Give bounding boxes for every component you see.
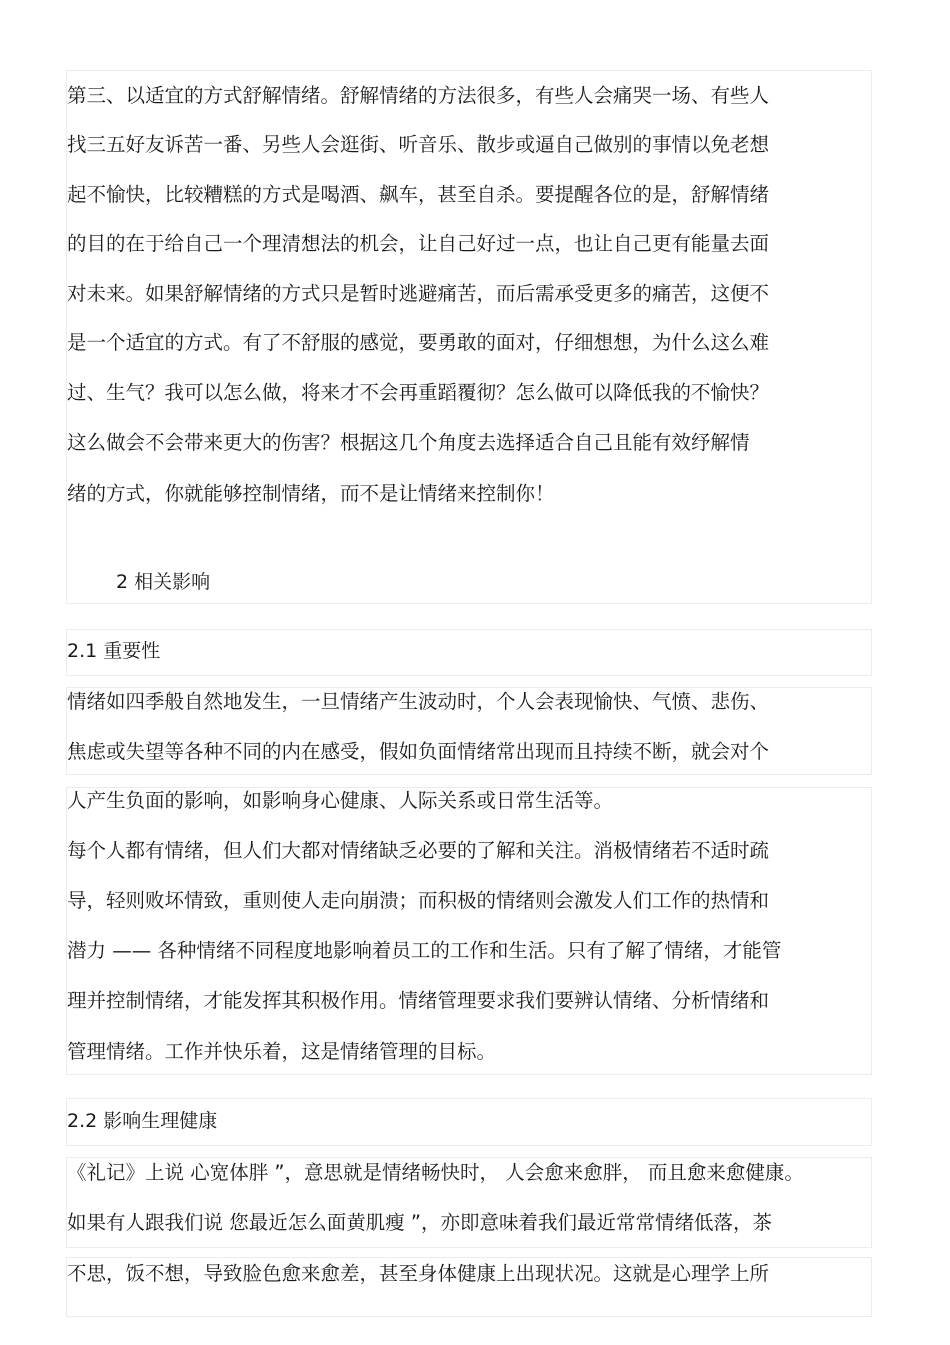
section-heading-2: 2 相关影响 <box>116 571 211 593</box>
text-line: 这么做会不会带来更大的伤害？根据这几个角度去选择适合自己且能有效纾解情 <box>67 431 750 454</box>
text-line: 过、生气？我可以怎么做，将来才不会再重蹈覆彻？怎么做可以降低我的不愉快？ <box>67 381 770 404</box>
text-line: 起不愉快，比较糟糕的方式是喝酒、飙车，甚至自杀。要提醒各位的是，舒解情绪 <box>67 183 770 206</box>
text-line: 人产生负面的影响，如影响身心健康、人际关系或日常生活等。 <box>67 789 614 812</box>
text-line: 绪的方式，你就能够控制情绪，而不是让情绪来控制你！ <box>67 482 555 505</box>
text-line: 是一个适宜的方式。有了不舒服的感觉，要勇敢的面对，仔细想想，为什么这么难 <box>67 331 770 354</box>
section-heading-2-2: 2.2 影响生理健康 <box>67 1110 218 1132</box>
section-heading-2-1: 2.1 重要性 <box>67 640 161 662</box>
text-line: 每个人都有情绪，但人们大都对情绪缺乏必要的了解和关注。消极情绪若不适时疏 <box>67 839 770 862</box>
text-line: 的目的在于给自己一个理清想法的机会，让自己好过一点，也让自己更有能量去面 <box>67 232 770 255</box>
text-line: 潜力 —— 各种情绪不同程度地影响着员工的工作和生活。只有了解了情绪，才能管 <box>67 939 782 962</box>
text-line: 不思，饭不想，导致脸色愈来愈差，甚至身体健康上出现状况。这就是心理学上所 <box>67 1262 770 1285</box>
text-line: 管理情绪。工作并快乐着，这是情绪管理的目标。 <box>67 1040 497 1063</box>
text-line: 第三、以适宜的方式舒解情绪。舒解情绪的方法很多，有些人会痛哭一场、有些人 <box>67 84 770 107</box>
text-line: 如果有人跟我们说 您最近怎么面黄肌瘦 ”，亦即意味着我们最近常常情绪低落，茶 <box>67 1211 772 1234</box>
section21-frame-b <box>66 787 872 1075</box>
text-line: 理并控制情绪，才能发挥其积极作用。情绪管理要求我们要辨认情绪、分析情绪和 <box>67 989 770 1012</box>
text-line: 找三五好友诉苦一番、另些人会逛街、听音乐、散步或逼自己做别的事情以免老想 <box>67 133 770 156</box>
text-line: 焦虑或失望等各种不同的内在感受，假如负面情绪常出现而且持续不断，就会对个 <box>67 740 770 763</box>
text-line: 《礼记》上说 心宽体胖 ”，意思就是情绪畅快时， 人会愈来愈胖， 而且愈来愈健康。 <box>67 1161 804 1184</box>
text-line: 导，轻则败坏情致，重则使人走向崩溃；而积极的情绪则会激发人们工作的热情和 <box>67 889 770 912</box>
text-line: 情绪如四季般自然地发生，一旦情绪产生波动时，个人会表现愉快、气愤、悲伤、 <box>67 690 770 713</box>
heading21-frame <box>66 629 872 676</box>
text-line: 对未来。如果舒解情绪的方式只是暂时逃避痛苦，而后需承受更多的痛苦，这便不 <box>67 282 770 305</box>
